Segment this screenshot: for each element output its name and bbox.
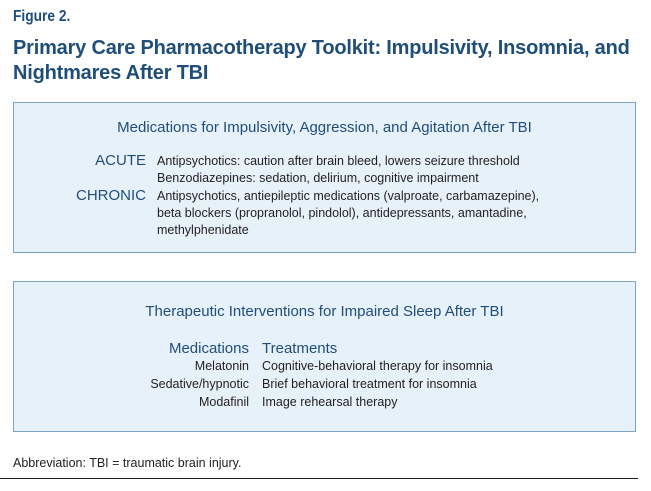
treatments-column-header: Treatments <box>262 340 338 357</box>
chronic-line-2: beta blockers (propranolol, pindolol), antidepressants, amantadine, <box>157 206 527 220</box>
medication-melatonin: Melatonin <box>194 359 249 373</box>
medications-column-header: Medications <box>168 340 249 357</box>
acute-description <box>157 153 617 187</box>
medication-sedative-hypnotic: Sedative/hypnotic <box>150 377 249 391</box>
impulsivity-box-heading: Medications for Impulsivity, Aggression, and Agitation After TBI <box>117 119 532 136</box>
impulsivity-medications-box <box>13 102 636 253</box>
medication-modafinil: Modafinil <box>198 395 249 409</box>
treatment-brief-behavioral: Brief behavioral treatment for insomnia <box>262 377 477 391</box>
figure-title: Primary Care Pharmacotherapy Toolkit: Impulsivity, Insomnia, and Nightmares After TBI <box>13 37 630 84</box>
acute-line-2: Benzodiazepines: sedation, delirium, cognitive impairment <box>157 171 479 185</box>
acute-label: ACUTE <box>95 152 146 169</box>
chronic-line-3: methylphenidate <box>157 223 249 237</box>
acute-line-1: Antipsychotics: caution after brain bleed, lowers seizure threshold <box>157 154 520 168</box>
treatment-cbt-insomnia: Cognitive-behavioral therapy for insomnia <box>262 359 493 373</box>
chronic-line-1: Antipsychotics, antiepileptic medications (valproate, carbamazepine), <box>157 189 540 203</box>
sleep-interventions-box <box>13 281 636 432</box>
chronic-label: CHRONIC <box>76 187 146 204</box>
bottom-rule <box>0 478 638 479</box>
abbreviation-footnote: Abbreviation: TBI = traumatic brain injury. <box>13 456 242 470</box>
sleep-box-heading: Therapeutic Interventions for Impaired Sleep After TBI <box>145 303 504 320</box>
treatment-image-rehearsal: Image rehearsal therapy <box>262 395 398 409</box>
chronic-description <box>157 188 617 239</box>
figure-label: Figure 2. <box>13 8 71 25</box>
